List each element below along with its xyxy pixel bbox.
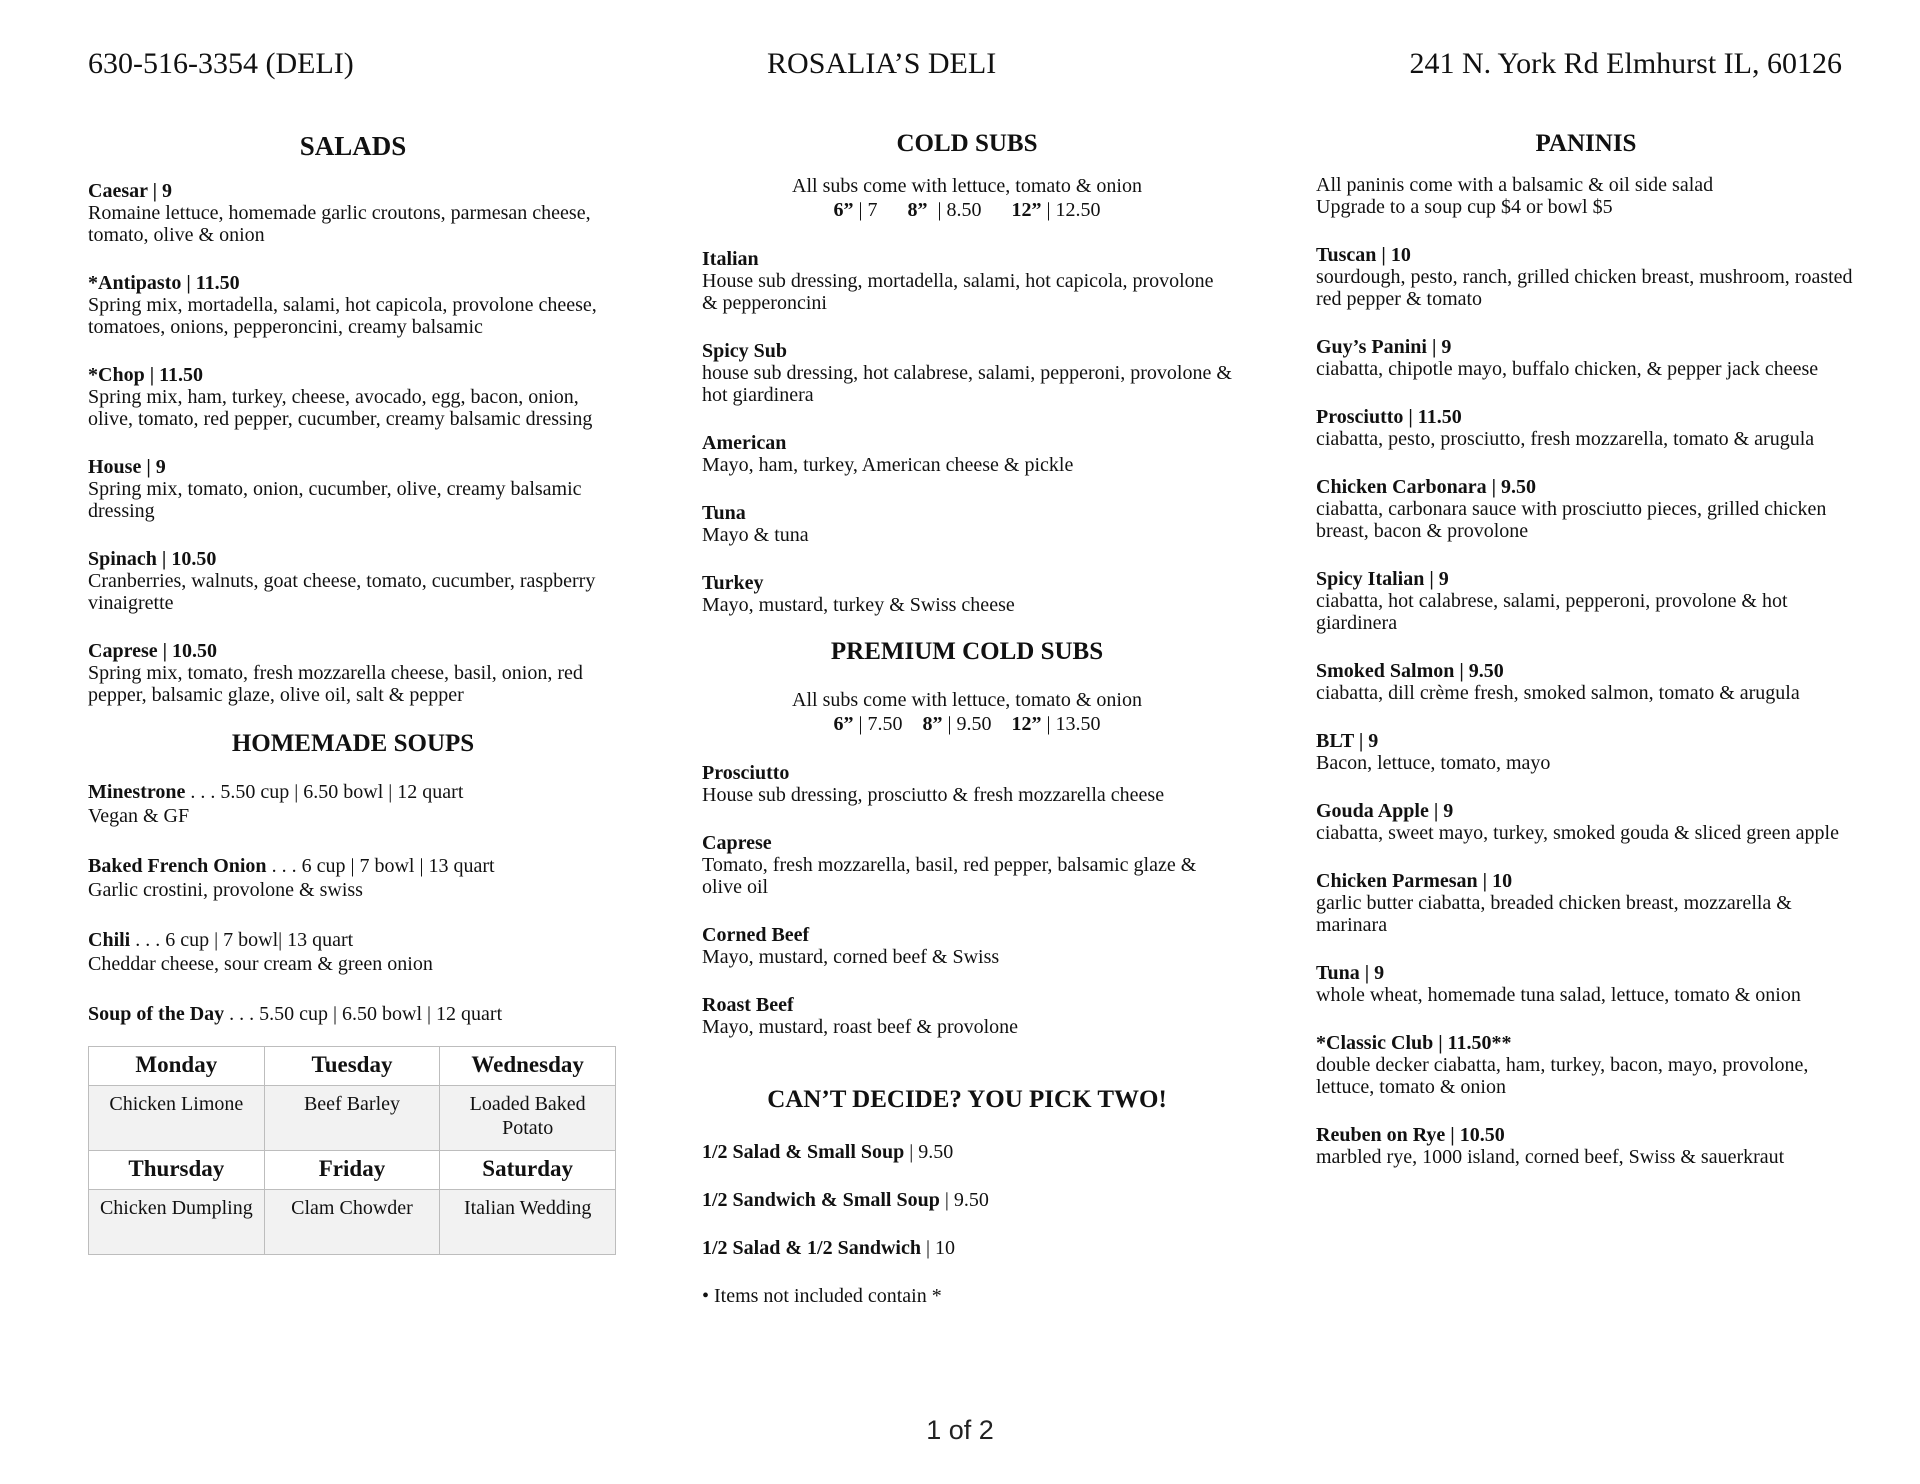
item-name: Caprese [702, 832, 772, 854]
menu-item [702, 432, 1232, 476]
soup-name: Baked French Onion [88, 855, 267, 877]
soup-cell: Italian Wedding [440, 1190, 616, 1255]
combo-item [702, 1140, 1232, 1164]
menu-item [1316, 730, 1856, 774]
soup-prices: . . . 5.50 cup | 6.50 bowl | 12 quart [185, 781, 464, 803]
item-desc: ciabatta, pesto, prosciutto, fresh mozzarella, tomato & arugula [1316, 428, 1815, 450]
soup-item [88, 1002, 618, 1026]
size-price: | 8.50 [932, 199, 982, 221]
size-label: 6” [833, 199, 854, 221]
item-name: Tuna | 9 [1316, 962, 1385, 984]
column-paninis [1316, 130, 1856, 1168]
item-name: Guy’s Panini | 9 [1316, 336, 1452, 358]
item-desc: ciabatta, hot calabrese, salami, pepperoni, provolone & hot giardinera [1316, 590, 1788, 634]
size-label: 6” [833, 713, 854, 735]
premium-subs-note: All subs come with lettuce, tomato & onion [792, 689, 1142, 711]
cold-subs-title: COLD SUBS [896, 130, 1038, 157]
item-desc: Bacon, lettuce, tomato, mayo [1316, 752, 1551, 774]
item-desc: Spring mix, tomato, onion, cucumber, olive, creamy balsamic dressing [88, 478, 582, 522]
item-desc: Spring mix, ham, turkey, cheese, avocado, egg, bacon, onion, olive, tomato, red pepper, cucumber, creamy balsamic dressing [88, 386, 593, 430]
item-desc: Tomato, fresh mozzarella, basil, red pepper, balsamic glaze & olive oil [702, 854, 1197, 898]
item-name: *Chop | 11.50 [88, 364, 203, 386]
column-salads-soups [88, 130, 618, 1255]
table-row [89, 1190, 616, 1255]
soup-desc: Cheddar cheese, sour cream & green onion [88, 953, 433, 975]
item-name: Prosciutto [702, 762, 790, 784]
deli-phone: 630-516-3354 (DELI) [88, 47, 354, 80]
menu-item [1316, 406, 1856, 450]
menu-item [88, 180, 618, 246]
day-cell: Tuesday [264, 1047, 440, 1086]
menu-item [1316, 568, 1856, 634]
item-name: Chicken Carbonara | 9.50 [1316, 476, 1536, 498]
soup-desc: Garlic crostini, provolone & swiss [88, 879, 363, 901]
size-label: 12” [1011, 199, 1042, 221]
menu-item [1316, 870, 1856, 936]
cold-subs-note: All subs come with lettuce, tomato & onion [792, 175, 1142, 197]
menu-item [88, 548, 618, 614]
menu-item [702, 340, 1232, 406]
menu-item [702, 762, 1232, 806]
menu-item [1316, 962, 1856, 1006]
menu-item [1316, 660, 1856, 704]
soup-name: Chili [88, 929, 131, 951]
table-row [89, 1086, 616, 1151]
item-desc: Spring mix, tomato, fresh mozzarella cheese, basil, onion, red pepper, balsamic glaze, olive oil, salt & pepper [88, 662, 583, 706]
combo-price: | 10 [920, 1237, 955, 1259]
pick-two-footnote: • Items not included contain * [702, 1285, 942, 1307]
item-name: Tuscan | 10 [1316, 244, 1411, 266]
menu-item [88, 456, 618, 522]
item-desc: Mayo & tuna [702, 524, 809, 546]
menu-item [1316, 1124, 1856, 1168]
item-desc: ciabatta, sweet mayo, turkey, smoked gouda & sliced green apple [1316, 822, 1839, 844]
menu-item [1316, 1032, 1856, 1098]
deli-address: 241 N. York Rd Elmhurst IL, 60126 [1409, 47, 1842, 80]
item-desc: House sub dressing, prosciutto & fresh mozzarella cheese [702, 784, 1165, 806]
day-cell: Saturday [440, 1151, 616, 1190]
item-desc: ciabatta, dill crème fresh, smoked salmon, tomato & arugula [1316, 682, 1800, 704]
cold-subs-sizes [702, 198, 1232, 222]
item-desc: ciabatta, carbonara sauce with prosciutto pieces, grilled chicken breast, bacon & provolone [1316, 498, 1827, 542]
page-number: 1 of 2 [926, 1415, 994, 1445]
menu-item [702, 994, 1232, 1038]
pick-two-title: CAN’T DECIDE? YOU PICK TWO! [767, 1086, 1167, 1113]
deli-name: ROSALIA’S DELI [767, 47, 997, 80]
item-name: Smoked Salmon | 9.50 [1316, 660, 1504, 682]
size-price: | 12.50 [1041, 199, 1101, 221]
soup-schedule-table [88, 1046, 616, 1255]
combo-name: 1/2 Salad & Small Soup [702, 1141, 905, 1163]
soup-prices: . . . 6 cup | 7 bowl | 13 quart [266, 855, 495, 877]
item-name: BLT | 9 [1316, 730, 1379, 752]
day-cell: Monday [89, 1047, 265, 1086]
item-name: House | 9 [88, 456, 166, 478]
soups-title: HOMEMADE SOUPS [231, 730, 475, 757]
menu-item [702, 924, 1232, 968]
menu-item [88, 640, 618, 706]
size-label: 8” [907, 199, 928, 221]
menu-item [1316, 336, 1856, 380]
item-desc: whole wheat, homemade tuna salad, lettuce, tomato & onion [1316, 984, 1801, 1006]
item-name: Turkey [702, 572, 764, 594]
menu-item [702, 572, 1232, 616]
item-desc: ciabatta, chipotle mayo, buffalo chicken, & pepper jack cheese [1316, 358, 1819, 380]
paninis-note-line: Upgrade to a soup cup $4 or bowl $5 [1316, 196, 1613, 218]
item-name: Spicy Sub [702, 340, 788, 362]
soup-item [88, 780, 618, 828]
premium-subs-sizes [702, 712, 1232, 736]
soup-prices: . . . 5.50 cup | 6.50 bowl | 12 quart [224, 1003, 503, 1025]
item-desc: double decker ciabatta, ham, turkey, bacon, mayo, provolone, lettuce, tomato & onion [1316, 1054, 1809, 1098]
item-desc: Mayo, ham, turkey, American cheese & pickle [702, 454, 1074, 476]
item-desc: marbled rye, 1000 island, corned beef, Swiss & sauerkraut [1316, 1146, 1785, 1168]
size-price: | 13.50 [1041, 713, 1101, 735]
size-price: | 9.50 [942, 713, 992, 735]
combo-name: 1/2 Salad & 1/2 Sandwich [702, 1237, 921, 1259]
item-name: Gouda Apple | 9 [1316, 800, 1454, 822]
soup-item [88, 928, 618, 976]
size-price: | 7.50 [853, 713, 903, 735]
paninis-note [1316, 174, 1856, 218]
day-cell: Thursday [89, 1151, 265, 1190]
item-name: Italian [702, 248, 759, 270]
premium-subs-title: PREMIUM COLD SUBS [830, 638, 1104, 665]
table-row [89, 1047, 616, 1086]
item-desc: Romaine lettuce, homemade garlic croutons, parmesan cheese, tomato, olive & onion [88, 202, 591, 246]
combo-name: 1/2 Sandwich & Small Soup [702, 1189, 940, 1211]
item-name: Tuna [702, 502, 746, 524]
item-desc: Mayo, mustard, corned beef & Swiss [702, 946, 1000, 968]
item-desc: Cranberries, walnuts, goat cheese, tomato, cucumber, raspberry vinaigrette [88, 570, 596, 614]
combo-item [702, 1236, 1232, 1260]
menu-item [702, 248, 1232, 314]
page-header [88, 46, 1842, 82]
item-name: Spicy Italian | 9 [1316, 568, 1449, 590]
item-name: Corned Beef [702, 924, 810, 946]
item-name: Roast Beef [702, 994, 794, 1016]
soup-cell: Beef Barley [264, 1086, 440, 1151]
item-name: Caprese | 10.50 [88, 640, 218, 662]
size-label: 8” [922, 713, 943, 735]
item-name: Reuben on Rye | 10.50 [1316, 1124, 1505, 1146]
day-cell: Wednesday [440, 1047, 616, 1086]
menu-item [1316, 476, 1856, 542]
soup-cell: Chicken Dumpling [89, 1190, 265, 1255]
item-desc: Mayo, mustard, roast beef & provolone [702, 1016, 1019, 1038]
item-name: Prosciutto | 11.50 [1316, 406, 1462, 428]
soup-cell: Chicken Limone [89, 1086, 265, 1151]
size-label: 12” [1011, 713, 1042, 735]
soup-name: Minestrone [88, 781, 186, 803]
item-desc: Spring mix, mortadella, salami, hot capicola, provolone cheese, tomatoes, onions, pepperoncini, creamy balsamic [88, 294, 597, 338]
combo-price: | 9.50 [939, 1189, 989, 1211]
item-name: *Classic Club | 11.50** [1316, 1032, 1512, 1054]
size-price: | 7 [853, 199, 878, 221]
item-name: American [702, 432, 787, 454]
soup-prices: . . . 6 cup | 7 bowl| 13 quart [130, 929, 354, 951]
soup-item [88, 854, 618, 902]
item-desc: sourdough, pesto, ranch, grilled chicken breast, mushroom, roasted red pepper & tomato [1316, 266, 1853, 310]
item-name: Spinach | 10.50 [88, 548, 217, 570]
menu-item [702, 502, 1232, 546]
menu-item [1316, 244, 1856, 310]
item-name: Caesar | 9 [88, 180, 173, 202]
soup-name: Soup of the Day [88, 1003, 225, 1025]
item-desc: house sub dressing, hot calabrese, salami, pepperoni, provolone & hot giardinera [702, 362, 1232, 406]
soup-cell: Loaded Baked Potato [440, 1086, 616, 1151]
item-name: *Antipasto | 11.50 [88, 272, 240, 294]
item-desc: garlic butter ciabatta, breaded chicken breast, mozzarella & marinara [1316, 892, 1792, 936]
menu-item [88, 272, 618, 338]
table-row [89, 1151, 616, 1190]
day-cell: Friday [264, 1151, 440, 1190]
menu-item [1316, 800, 1856, 844]
soup-desc: Vegan & GF [88, 805, 190, 827]
menu-item [702, 832, 1232, 898]
menu-item [88, 364, 618, 430]
column-subs [702, 130, 1232, 1308]
salads-title: SALADS [299, 131, 407, 161]
item-name: Chicken Parmesan | 10 [1316, 870, 1513, 892]
item-desc: House sub dressing, mortadella, salami, hot capicola, provolone & pepperoncini [702, 270, 1214, 314]
combo-item [702, 1188, 1232, 1212]
combo-price: | 9.50 [904, 1141, 954, 1163]
paninis-note-line: All paninis come with a balsamic & oil side salad [1316, 174, 1714, 196]
item-desc: Mayo, mustard, turkey & Swiss cheese [702, 594, 1015, 616]
paninis-title: PANINIS [1535, 130, 1637, 157]
soup-cell: Clam Chowder [264, 1190, 440, 1255]
